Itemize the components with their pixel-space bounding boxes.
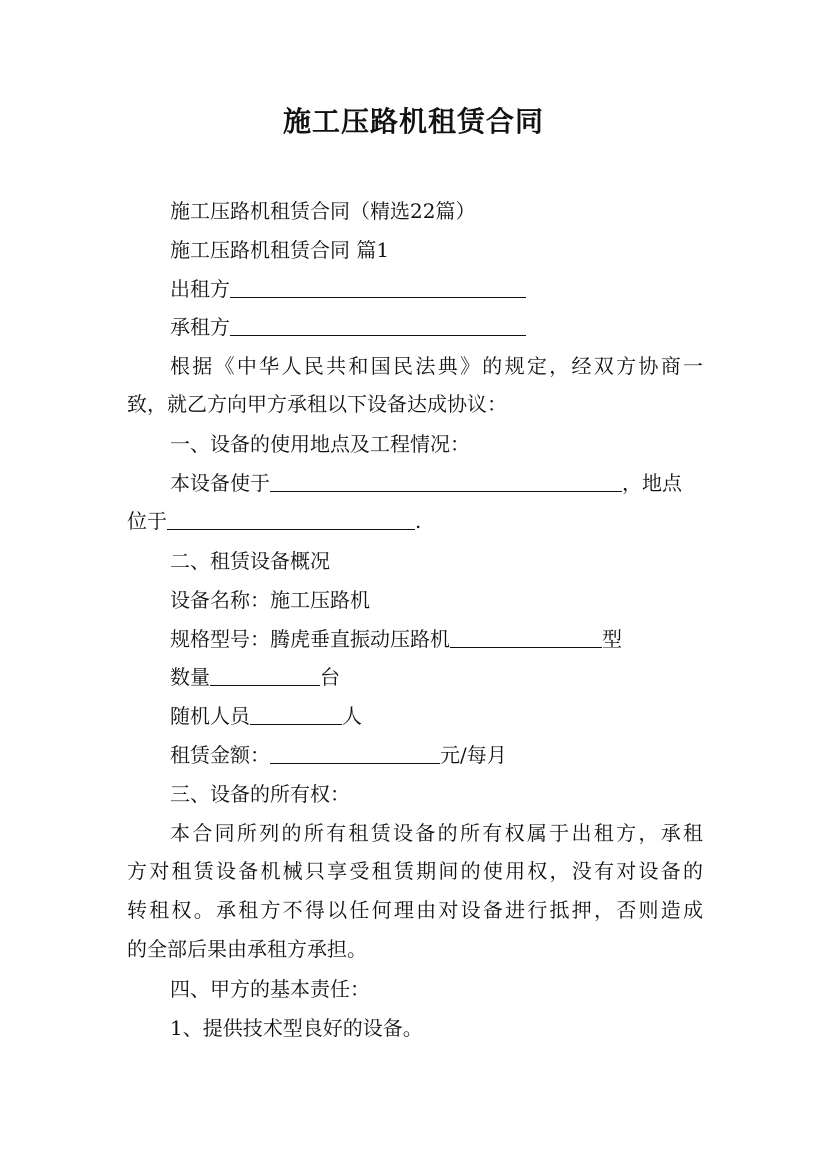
location-line [127, 502, 703, 541]
intro-paragraph-line-1: 根据《中华人民共和国民法典》的规定，经双方协商一 [170, 354, 703, 378]
location-blank [167, 509, 415, 530]
equipment-name-line: 设备名称：施工压路机 [170, 588, 370, 612]
lessee-blank [230, 315, 526, 336]
lessee-label: 承租方 [170, 315, 230, 339]
staff-line [170, 697, 703, 736]
ownership-paragraph-line-3: 转租权。承租方不得以任何理由对设备进行抵押，否则造成 [127, 898, 703, 922]
quantity-suffix: 台 [320, 665, 340, 689]
staff-blank [250, 704, 342, 725]
intro-paragraph-line-2: 致，就乙方向甲方承租以下设备达成协议： [127, 392, 507, 416]
model-suffix: 型 [602, 627, 622, 651]
duty-item-1: 1、提供技术型良好的设备。 [170, 1016, 423, 1040]
section-4-heading: 四、甲方的基本责任： [170, 977, 370, 1001]
ownership-paragraph-line-2: 方对租赁设备机械只享受租赁期间的使用权，没有对设备的 [127, 859, 703, 883]
staff-suffix: 人 [342, 704, 362, 728]
model-line [170, 620, 703, 659]
lessee-line [170, 308, 703, 347]
lessor-line [170, 270, 703, 309]
model-prefix: 规格型号：腾虎垂直振动压路机 [170, 627, 450, 651]
document-title: 施工压路机租赁合同 [282, 105, 544, 138]
use-blank [270, 471, 622, 492]
quantity-blank [210, 665, 320, 686]
subtitle-line: 施工压路机租赁合同（精选22篇） [170, 199, 476, 223]
lessor-label: 出租方 [170, 277, 230, 301]
heading-article-1: 施工压路机租赁合同 篇1 [170, 238, 390, 262]
ownership-paragraph-line-4: 的全部后果由承租方承担。 [127, 937, 367, 961]
use-prefix: 本设备使于 [170, 471, 270, 495]
rent-suffix: 元/每月 [440, 743, 507, 767]
ownership-paragraph-line-1: 本合同所列的所有租赁设备的所有权属于出租方，承租 [170, 821, 703, 845]
rent-line [170, 736, 703, 775]
section-2-heading: 二、租赁设备概况 [170, 549, 330, 573]
use-line [170, 464, 703, 503]
model-blank [450, 627, 602, 648]
staff-prefix: 随机人员 [170, 704, 250, 728]
use-suffix: ，地点 [622, 471, 682, 495]
section-1-heading: 一、设备的使用地点及工程情况： [170, 432, 470, 456]
section-3-heading: 三、设备的所有权： [170, 782, 350, 806]
quantity-line [170, 658, 703, 697]
quantity-prefix: 数量 [170, 665, 210, 689]
rent-blank [270, 743, 440, 764]
location-suffix: . [415, 509, 422, 533]
location-prefix: 位于 [127, 509, 167, 533]
rent-prefix: 租赁金额： [170, 743, 270, 767]
lessor-blank [230, 277, 526, 298]
